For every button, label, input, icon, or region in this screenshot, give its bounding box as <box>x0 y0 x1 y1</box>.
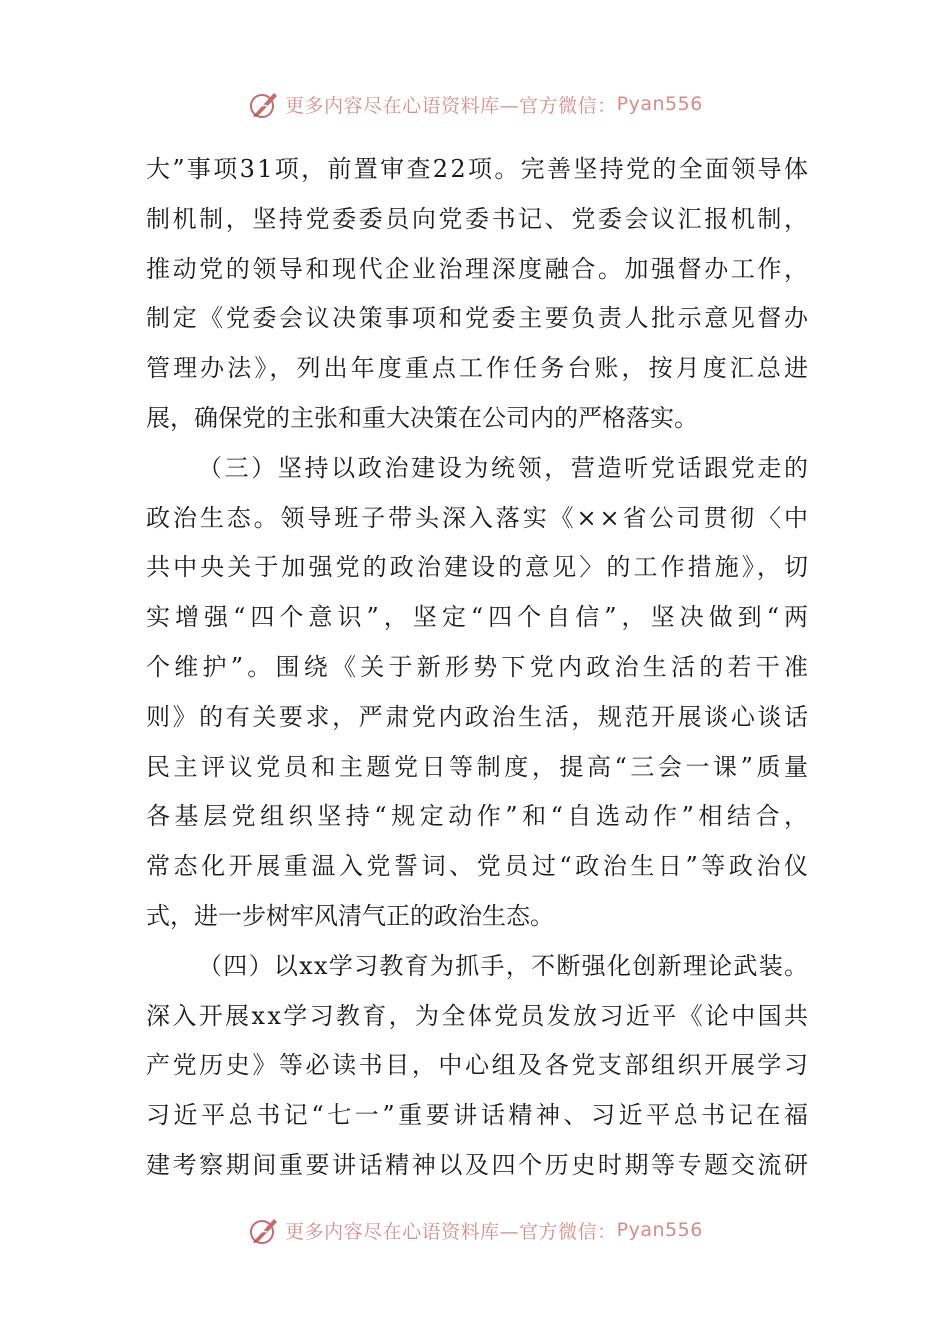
body-line: 展，确保党的主张和重大决策在公司内的严格落实。 <box>146 403 698 432</box>
body-line: 个维护”。围绕《关于新形势下党内政治生活的若干准 <box>146 652 813 681</box>
document-body <box>146 145 814 1191</box>
section-heading-line: （四）以xx学习教育为抓手，不断强化创新理论武装。 <box>198 951 810 980</box>
body-line: 习近平总书记“七一”重要讲话精神、习近平总书记在福 <box>146 1101 812 1130</box>
body-line: 则》的有关要求，严肃党内政治生活，规范开展谈心谈话 <box>146 702 811 731</box>
body-line: 产党历史》等必读书目，中心组及各党支部组织开展学习 <box>146 1051 811 1080</box>
watermark-text: 更多内容尽在心语资料库—官方微信： <box>285 94 617 117</box>
body-line: 实增强“四个意识”，坚定“四个自信”，坚决做到“两 <box>146 603 814 632</box>
body-line: 推动党的领导和现代企业治理深度融合。加强督办工作， <box>146 254 811 283</box>
watermark-wechat-id: Pyan556 <box>616 1219 703 1241</box>
body-line: 大”事项31项，前置审查22项。完善坚持党的全面领导体 <box>146 155 811 183</box>
watermark-text: 更多内容尽在心语资料库—官方微信： <box>285 1220 617 1243</box>
body-line: 常态化开展重温入党誓词、党员过“政治生日”等政治仪 <box>146 852 812 881</box>
body-line: 制定《党委会议决策事项和党委主要负责人批示意见督办 <box>146 304 811 333</box>
footer-watermark <box>0 1210 950 1250</box>
body-line: 共中央关于加强党的政治建设的意见〉的工作措施》，切 <box>146 553 812 582</box>
header-watermark <box>0 84 950 124</box>
pen-circle-icon <box>247 87 281 121</box>
body-line: 政治生态。领导班子带头深入落实《××省公司贯彻〈中 <box>146 503 811 532</box>
body-line: 各基层党组织坚持“规定动作”和“自选动作”相结合， <box>146 802 813 831</box>
body-line: 深入开展xx学习教育，为全体党员发放习近平《论中国共 <box>146 1001 811 1030</box>
body-line: 管理办法》，列出年度重点工作任务台账，按月度汇总进 <box>146 354 812 383</box>
pen-circle-icon <box>247 1213 281 1247</box>
watermark-wechat-id: Pyan556 <box>616 93 703 115</box>
body-line: 建考察期间重要讲话精神以及四个历史时期等专题交流研 <box>146 1150 811 1179</box>
body-line: 式，进一步树牢风清气正的政治生态。 <box>146 901 554 930</box>
section-heading-line: （三）坚持以政治建设为统领，营造听党话跟党走的 <box>198 453 811 482</box>
body-line: 制机制，坚持党委委员向党委书记、党委会议汇报机制， <box>146 204 811 233</box>
body-line: 民主评议党员和主题党日等制度，提高“三会一课”质量 <box>146 752 812 781</box>
